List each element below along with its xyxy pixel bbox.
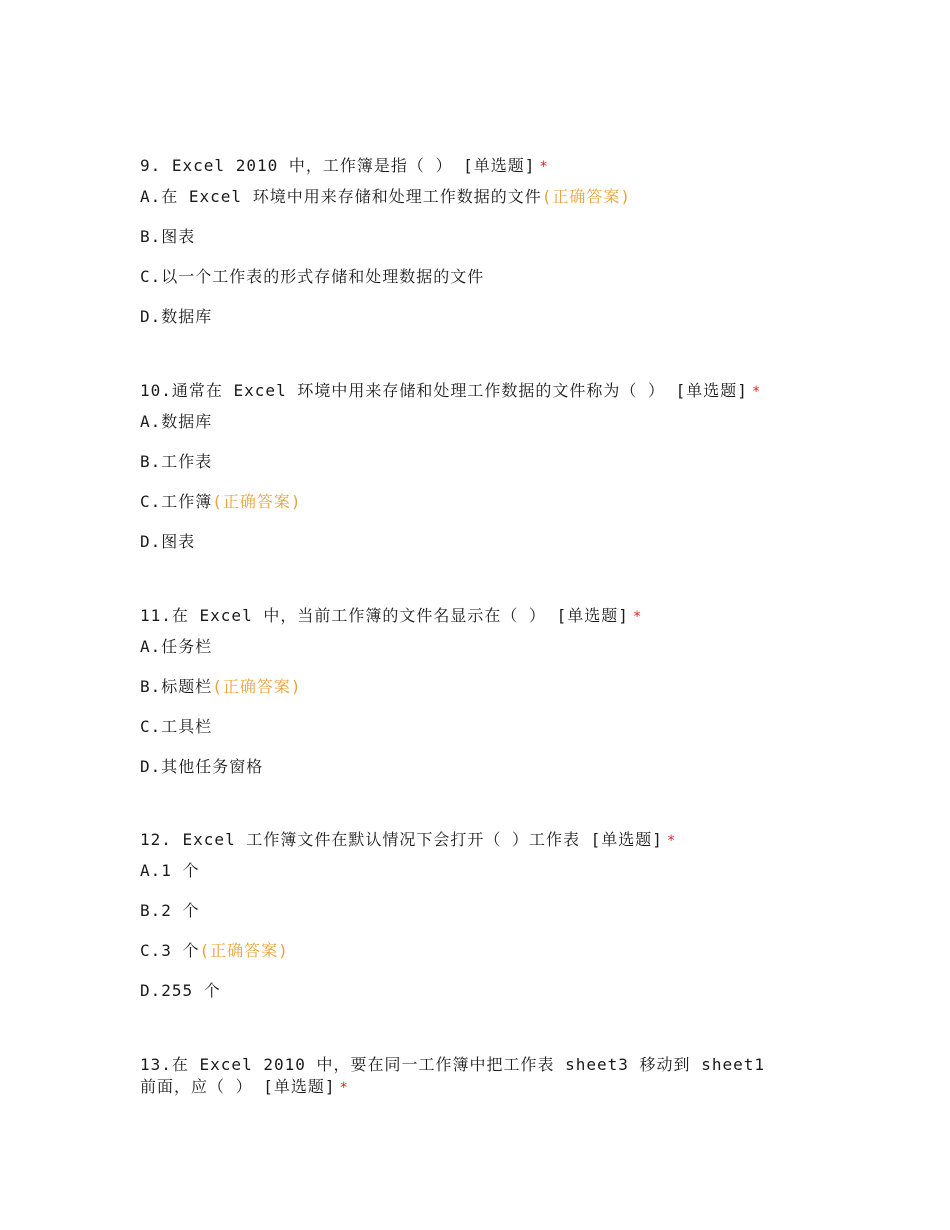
question-title xyxy=(140,155,800,177)
option-text: C.3 个 xyxy=(140,941,200,960)
option-b[interactable] xyxy=(140,676,800,716)
question-12 xyxy=(140,829,800,1020)
question-title xyxy=(140,829,800,851)
correct-answer-label: (正确答案) xyxy=(541,187,631,206)
option-a[interactable] xyxy=(140,860,800,900)
option-a[interactable] xyxy=(140,636,800,676)
option-text: B.图表 xyxy=(140,227,196,246)
option-text: A.数据库 xyxy=(140,412,213,431)
option-a[interactable] xyxy=(140,411,800,451)
required-mark: * xyxy=(539,159,549,175)
correct-answer-label: (正确答案) xyxy=(212,492,302,511)
option-text: D.图表 xyxy=(140,532,196,551)
question-title xyxy=(140,380,800,402)
option-list xyxy=(140,860,800,1020)
option-b[interactable] xyxy=(140,451,800,491)
question-title xyxy=(140,605,800,627)
question-13 xyxy=(140,1054,800,1099)
option-text: D.255 个 xyxy=(140,981,221,1000)
question-11 xyxy=(140,605,800,796)
question-title-text: 10.通常在 Excel 环境中用来存储和处理工作数据的文件称为（ ） [单选题] xyxy=(140,381,748,400)
option-text: B.标题栏 xyxy=(140,677,213,696)
correct-answer-label: (正确答案) xyxy=(212,677,302,696)
option-text: C.工具栏 xyxy=(140,717,213,736)
option-text: D.其他任务窗格 xyxy=(140,757,264,776)
required-mark: * xyxy=(751,384,762,400)
option-d[interactable] xyxy=(140,531,800,571)
required-mark: * xyxy=(339,1080,349,1096)
option-text: B.工作表 xyxy=(140,452,213,471)
correct-answer-label: (正确答案) xyxy=(199,941,289,960)
option-text: A.1 个 xyxy=(140,861,200,880)
option-text: C.以一个工作表的形式存储和处理数据的文件 xyxy=(140,267,485,286)
option-text: B.2 个 xyxy=(140,901,200,920)
required-mark: * xyxy=(632,609,643,625)
option-text: A.在 Excel 环境中用来存储和处理工作数据的文件 xyxy=(140,187,542,206)
question-title-text: 11.在 Excel 中，当前工作簿的文件名显示在（ ） [单选题] xyxy=(140,606,629,625)
option-text: C.工作簿 xyxy=(140,492,213,511)
option-b[interactable] xyxy=(140,900,800,940)
option-a[interactable] xyxy=(140,186,800,226)
option-d[interactable] xyxy=(140,756,800,796)
question-title xyxy=(140,1054,780,1099)
question-9 xyxy=(140,155,800,346)
question-title-text: 13.在 Excel 2010 中，要在同一工作簿中把工作表 sheet3 移动到 sheet1 前面，应（ ） [单选题] xyxy=(140,1055,765,1096)
option-text: D.数据库 xyxy=(140,307,213,326)
question-title-text: 12. Excel 工作簿文件在默认情况下会打开（ ）工作表 [单选题] xyxy=(140,830,663,849)
option-list xyxy=(140,411,800,571)
option-c[interactable] xyxy=(140,940,800,980)
option-c[interactable] xyxy=(140,491,800,531)
question-title-text: 9. Excel 2010 中，工作簿是指（ ） [单选题] xyxy=(140,156,536,175)
required-mark: * xyxy=(666,833,677,849)
option-text: A.任务栏 xyxy=(140,637,213,656)
option-b[interactable] xyxy=(140,226,800,266)
question-10 xyxy=(140,380,800,571)
option-c[interactable] xyxy=(140,716,800,756)
option-c[interactable] xyxy=(140,266,800,306)
option-d[interactable] xyxy=(140,306,800,346)
option-list xyxy=(140,636,800,796)
option-d[interactable] xyxy=(140,980,800,1020)
option-list xyxy=(140,186,800,346)
